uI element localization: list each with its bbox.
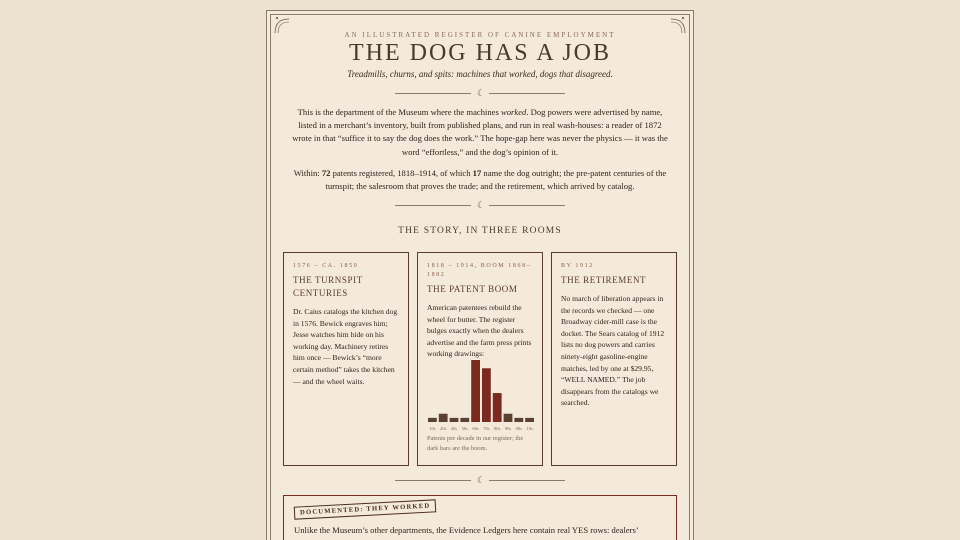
divider-rule <box>489 93 565 94</box>
chart-bar <box>460 418 469 422</box>
chart-tick-label: 20s <box>440 426 447 431</box>
divider-rule <box>489 480 565 481</box>
room-era: 1818 – 1914, BOOM 1868–1882 <box>427 263 532 278</box>
room-body: Dr. Caius catalogs the kitchen dog in 1576. Bewick engraves him; Jesse watches him hide on his working day. Machinery retires him once — Bewick’s “more certain method” takes the kitchen — and the wheel waits. <box>293 307 398 386</box>
documented-text: Unlike the Museum’s other departments, the Evidence Ledgers here contain real YES rows: dealers’ <box>294 525 639 535</box>
page-subtitle: Treadmills, churns, and spits: machines that worked, dogs that disagreed. <box>347 69 613 79</box>
room-era: BY 1912 <box>561 263 594 269</box>
chart-bar <box>428 418 437 422</box>
divider-ornament-icon: ☾ <box>476 475 486 485</box>
corner-dot <box>276 17 278 19</box>
room-title: THE RETIREMENT <box>561 275 647 285</box>
chart-bar <box>450 418 459 422</box>
room-body: No march of liberation appears in the records we checked — one Broadway cider-mill case is the docket. The Sears catalog of 1912 lists no dog powers and carries ninety-eight gasoline-engine matches, led by one at $29.95, “WELL NAMED.” The job disappears from the catalogs we searched. <box>561 294 665 408</box>
divider-rule <box>395 205 471 206</box>
chart-bar <box>493 393 502 422</box>
header-kicker: AN ILLUSTRATED REGISTER OF CANINE EMPLOYMENT <box>344 31 616 39</box>
chart-tick-label: 60s <box>472 426 479 431</box>
chart-tick-label: 50s <box>461 426 468 431</box>
section-title: THE STORY, IN THREE ROOMS <box>398 226 562 236</box>
room-title: THE TURNSPIT CENTURIES <box>293 275 363 298</box>
chart-bar <box>525 418 534 422</box>
divider-rule <box>395 480 471 481</box>
chart-bar <box>514 418 523 422</box>
page-title: THE DOG HAS A JOB <box>348 40 612 66</box>
divider-rule <box>395 93 471 94</box>
room-card-turnspit <box>283 252 409 466</box>
within-paragraph: Within: 72 patents registered, 1818–1914, of which 17 name the dog outright; the pre-patent centuries of the turnspit; the salesroom that proves the trade; and the retirement, which arrived by catalog. <box>293 168 667 192</box>
divider-ornament-icon: ☾ <box>476 200 486 210</box>
chart-caption: Patents per decade in our register; the dark bars are the boom. <box>427 435 524 452</box>
chart-tick-label: 10s <box>526 426 533 431</box>
room-body: American patentees rebuild the wheel for butter. The register bulges exactly when the dealers advertise and the farm press prints working drawings: <box>427 303 532 359</box>
divider-rule <box>489 205 565 206</box>
patents-per-decade-chart <box>427 356 535 434</box>
room-title: THE PATENT BOOM <box>427 284 518 294</box>
chart-bar <box>504 414 513 422</box>
corner-dot <box>682 17 684 19</box>
chart-tick-label: 40s <box>450 426 458 431</box>
chart-bar <box>471 360 480 422</box>
room-era: 1576 – CA. 1850 <box>293 263 359 269</box>
chart-tick-label: 70s <box>483 426 490 431</box>
room-card-retirement <box>551 252 677 466</box>
intro-paragraph: This is the department of the Museum where the machines worked. Dog powers were advertised by name, listed in a merchant’s inventory, built from published plans, and run in real wash-houses: a reader of 1872 wrote in that “suffice it to say the dog does the work.” The hope-gap here was never the physics — it was the word “effortless,” and the dog’s opinion of it. <box>292 107 668 157</box>
chart-tick-label: 00s <box>515 426 522 431</box>
chart-tick-label: 90s <box>504 426 512 431</box>
chart-tick-label: 80s <box>494 426 501 431</box>
documented-stamp: DOCUMENTED: THEY WORKED <box>294 499 437 519</box>
chart-bar <box>439 414 448 422</box>
divider-ornament-icon: ☾ <box>476 88 486 98</box>
chart-tick-label: 10s <box>429 426 436 431</box>
chart-bar <box>482 368 491 422</box>
